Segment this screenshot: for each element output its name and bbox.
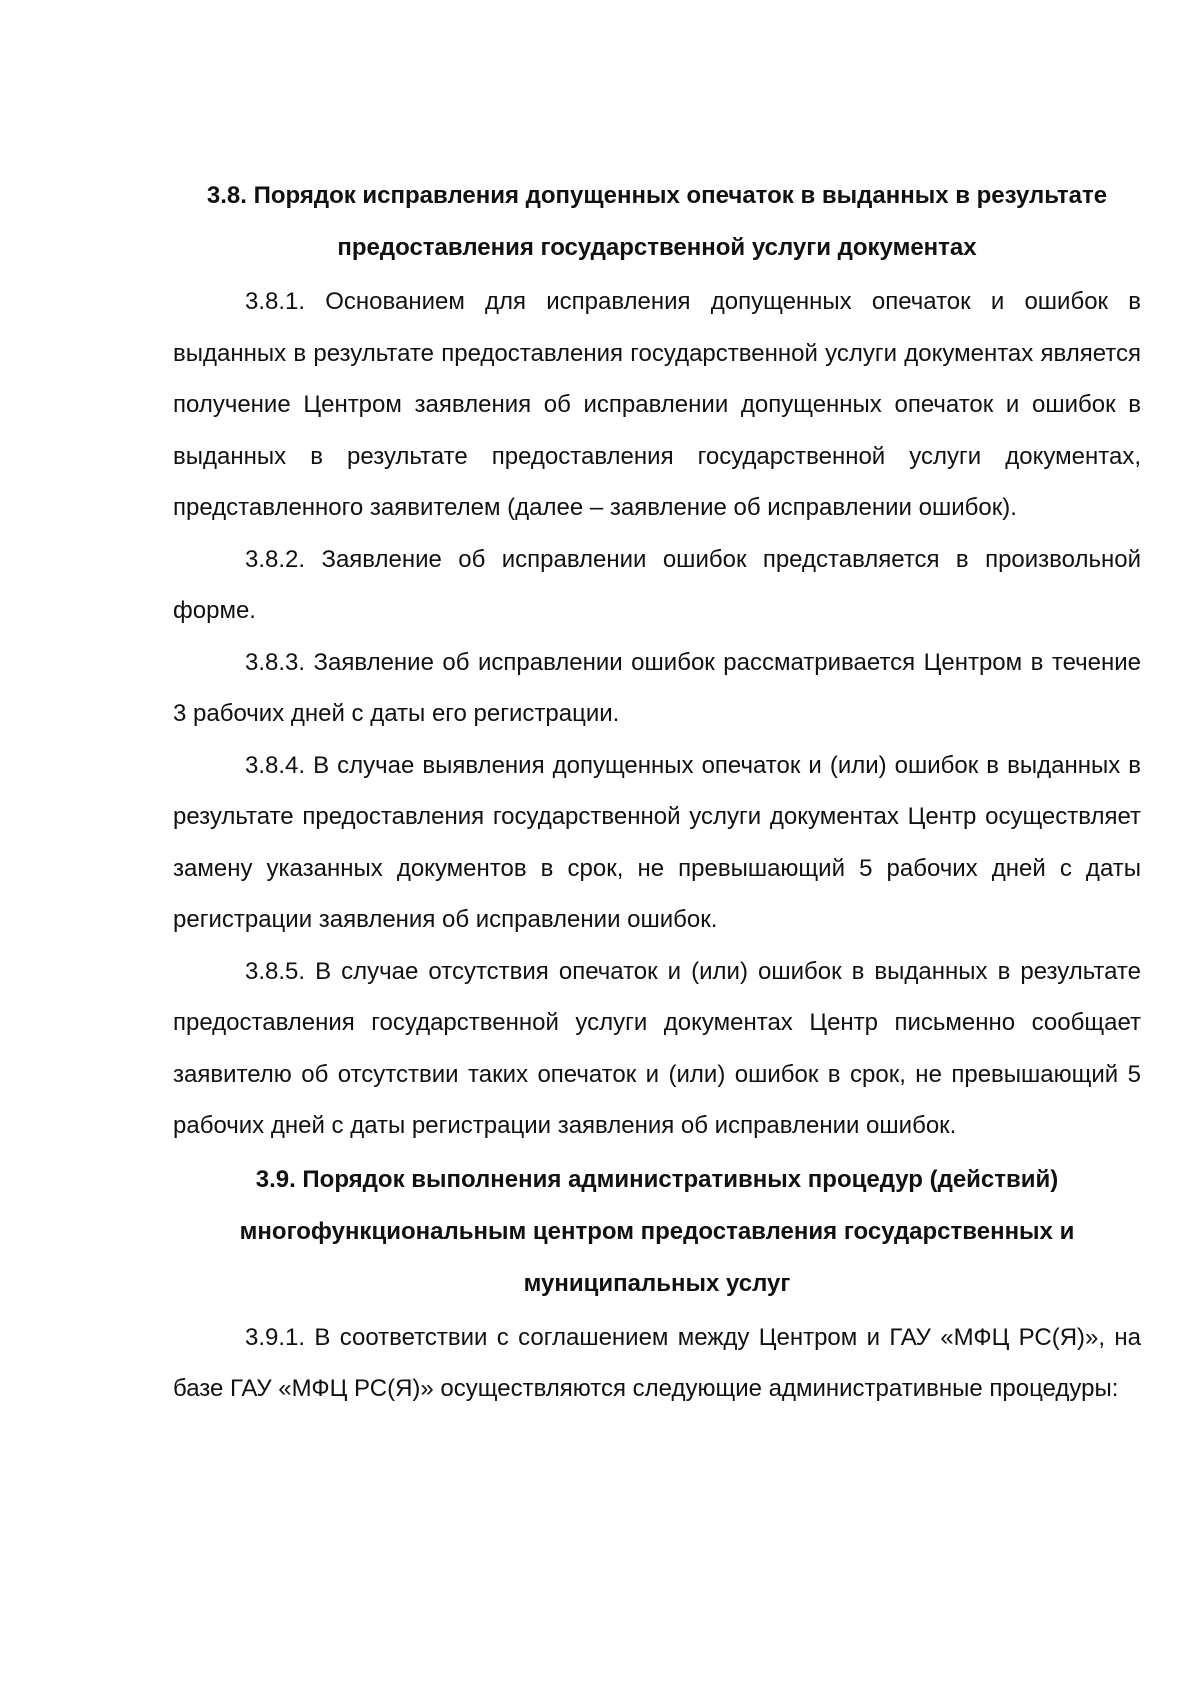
section-heading-3-9: 3.9. Порядок выполнения административных процедур (действий) многофункциональным центром предоставления государственных и муниципальных услуг	[239, 1165, 1075, 1297]
paragraph-3-8-1: 3.8.1. Основанием для исправления допущенных опечаток и ошибок в выданных в результате предоставления государственной услуги документах является получение Центром заявления об исправлении допущенных опечаток и ошибок в выданных в результате предоставления государственной услуги документах, представленного заявителем (далее – заявление об исправлении ошибок).	[173, 288, 1141, 521]
paragraph-3-8-3: 3.8.3. Заявление об исправлении ошибок рассматривается Центром в течение 3 рабочих дней с даты его регистрации.	[173, 648, 1141, 727]
section-heading-3-8: 3.8. Порядок исправления допущенных опечаток в выданных в результате предоставления государственной услуги документах	[206, 182, 1108, 261]
document-page	[173, 170, 1141, 1415]
paragraph-3-8-4: 3.8.4. В случае выявления допущенных опечаток и (или) ошибок в выданных в результате предоставления государственной услуги документах Центр осуществляет замену указанных документов в срок, не превышающий 5 рабочих дней с даты регистрации заявления об исправлении ошибок.	[173, 751, 1141, 933]
paragraph-3-8-2: 3.8.2. Заявление об исправлении ошибок представляется в произвольной форме.	[173, 545, 1141, 624]
paragraph-3-9-1: 3.9.1. В соответствии с соглашением между Центром и ГАУ «МФЦ РС(Я)», на базе ГАУ «МФЦ РС(Я)» осуществляются следующие административные процедуры:	[173, 1323, 1141, 1402]
paragraph-3-8-5: 3.8.5. В случае отсутствия опечаток и (или) ошибок в выданных в результате предоставления государственной услуги документах Центр письменно сообщает заявителю об отсутствии таких опечаток и (или) ошибок в срок, не превышающий 5 рабочих дней с даты регистрации заявления об исправлении ошибок.	[173, 957, 1141, 1139]
